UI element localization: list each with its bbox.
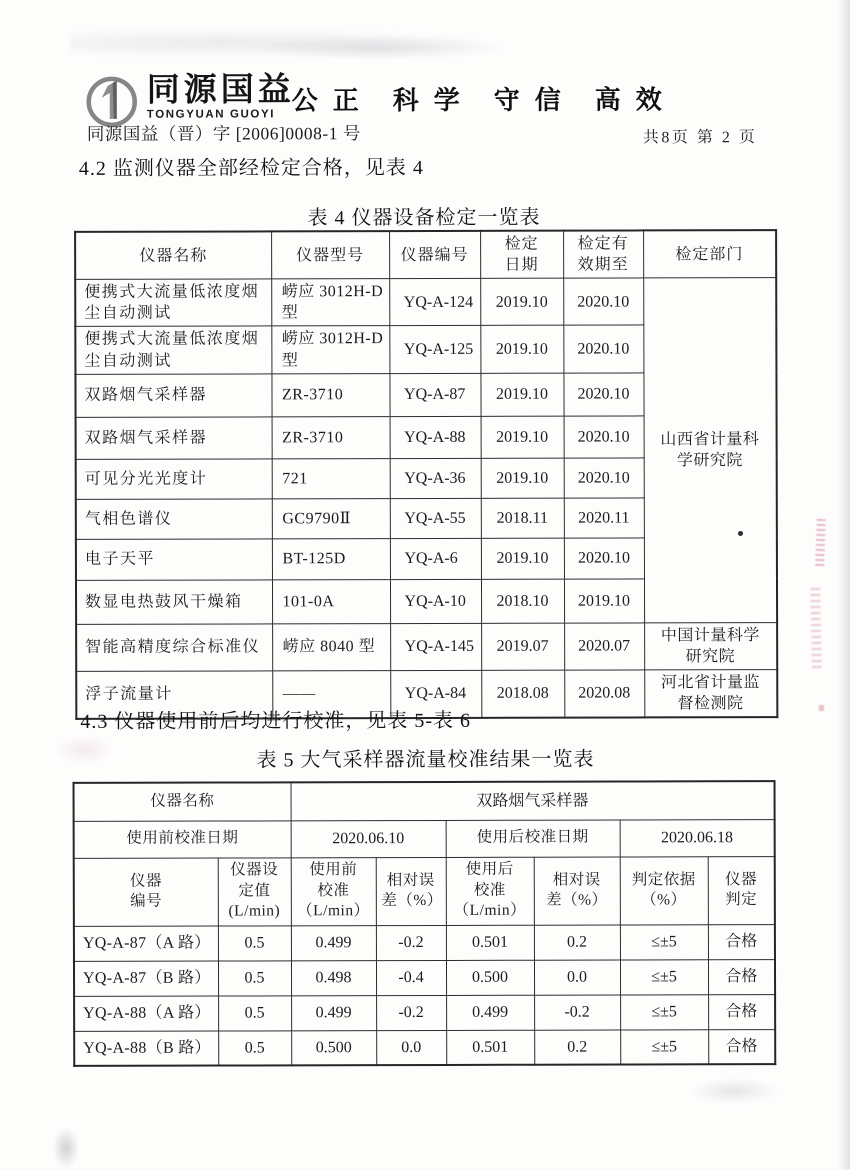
criterion-cell: ≤±5 (620, 994, 708, 1029)
post-error-cell: 0.2 (534, 1029, 620, 1064)
table-row (74, 1029, 775, 1066)
date-cell: 2019.10 (481, 416, 564, 458)
date-cell: 2019.10 (481, 538, 564, 579)
model-cell: —— (272, 670, 390, 718)
result-cell: 合格 (708, 1029, 775, 1064)
name-cell: 可见分光光度计 (76, 459, 272, 500)
table-row (75, 278, 776, 327)
criterion-cell: ≤±5 (620, 924, 708, 959)
dept-cell: 河北省计量监 督检测院 (644, 669, 777, 717)
table5-dates-row (74, 819, 775, 858)
model-cell: ZR-3710 (272, 416, 390, 458)
model-cell: 101-0A (272, 579, 390, 623)
pre-error-cell: 0.0 (376, 1030, 446, 1065)
post-cal-cell: 0.500 (446, 960, 534, 995)
pre-error-cell: -0.4 (376, 960, 446, 995)
model-cell: 崂应 3012H-D 型 (271, 326, 389, 374)
pre-cal-cell: 0.500 (291, 1030, 376, 1065)
serial-cell: YQ-A-125 (389, 326, 480, 373)
post-cal-cell: 0.499 (446, 995, 534, 1030)
serial-cell: YQ-A-10 (390, 579, 481, 623)
date-cell: 2019.10 (481, 458, 564, 498)
table-row (74, 959, 775, 996)
serial-cell: YQ-A-36 (390, 458, 481, 498)
col-header: 相对误 差（%） (534, 856, 620, 924)
serial-cell: YQ-A-88 (390, 416, 481, 458)
valid-cell: 2020.08 (564, 670, 644, 718)
valid-cell: 2020.10 (564, 458, 644, 498)
instrument-id-cell: YQ-A-87（A 路） (74, 926, 218, 961)
slogan-word: 高效 (594, 84, 677, 115)
table5-instrument-row (74, 781, 775, 821)
set-value-cell: 0.5 (218, 995, 291, 1030)
serial-cell: YQ-A-145 (390, 623, 481, 670)
table-row (74, 924, 775, 961)
table5-header-row (74, 856, 775, 926)
col-header: 判定依据 （%） (620, 856, 708, 924)
result-cell: 合格 (708, 994, 775, 1029)
valid-cell: 2020.10 (564, 538, 644, 579)
col-header: 检定部门 (643, 230, 776, 278)
col-header: 检定 日期 (480, 231, 563, 279)
col-header: 仪器型号 (271, 231, 389, 279)
serial-cell: YQ-A-6 (390, 538, 481, 579)
valid-cell: 2020.11 (564, 498, 644, 538)
instrument-name-value: 双路烟气采样器 (291, 781, 775, 820)
post-error-cell: 0.0 (534, 959, 620, 994)
pre-cal-cell: 0.499 (291, 925, 376, 960)
slogan-word: 科学 (392, 84, 475, 116)
result-cell: 合格 (708, 924, 775, 959)
serial-cell: YQ-A-87 (389, 373, 480, 416)
model-cell: BT-125D (272, 538, 390, 579)
name-cell: 便携式大流量低浓度烟 尘自动测试 (75, 326, 271, 374)
col-header: 相对误 差（%） (376, 857, 446, 925)
table-row (74, 994, 775, 1031)
col-header: 使用后 校准 （L/min） (446, 857, 534, 925)
model-cell: 崂应 8040 型 (272, 623, 390, 671)
criterion-cell: ≤±5 (620, 1029, 708, 1064)
serial-cell: YQ-A-124 (389, 279, 480, 326)
col-header: 仪器 判定 (708, 856, 775, 924)
date-cell: 2019.10 (480, 278, 563, 325)
date-cell: 2018.10 (481, 579, 564, 623)
name-cell: 气相色谱仪 (76, 499, 272, 540)
post-cal-cell: 0.501 (446, 1030, 534, 1065)
date-cell: 2019.10 (480, 326, 563, 373)
slogan-word: 守信 (493, 84, 576, 115)
section-heading-4-3: 4.3 仪器使用前后均进行校准，见表 5-表 6 (80, 709, 472, 733)
col-header: 检定有 效期至 (563, 230, 643, 278)
set-value-cell: 0.5 (218, 925, 291, 960)
pre-error-cell: -0.2 (376, 925, 446, 960)
valid-cell: 2020.10 (563, 278, 643, 325)
logo-latin-text: TONGYUAN GUOYI (146, 108, 276, 121)
instrument-name-label: 仪器名称 (74, 782, 291, 821)
model-cell: 721 (272, 458, 390, 498)
table5-title: 表 5 大气采样器流量校准结果一览表 (256, 748, 595, 772)
slogan-row (292, 79, 677, 117)
col-header: 使用前 校准 （L/min） (291, 857, 376, 925)
date-cell: 2019.07 (481, 623, 564, 670)
table4-instrument-verification-table (74, 229, 778, 720)
section-heading-4-2: 4.2 监测仪器全部经检定合格，见表 4 (78, 157, 424, 180)
name-cell: 智能高精度综合标准仪 (76, 624, 272, 672)
name-cell: 浮子流量计 (76, 671, 272, 719)
valid-cell: 2020.10 (563, 325, 643, 372)
pre-error-cell: -0.2 (376, 995, 446, 1030)
model-cell: 崂应 3012H-D 型 (271, 279, 389, 327)
name-cell: 电子天平 (76, 539, 272, 581)
logo-cjk-text: 同源国益 (146, 70, 295, 108)
instrument-id-cell: YQ-A-88（A 路） (74, 996, 218, 1031)
instrument-id-cell: YQ-A-88（B 路） (74, 1031, 218, 1066)
document-number: 同源国益（晋）字 [2006]0008-1 号 (86, 123, 361, 144)
dept-cell: 山西省计量科 学研究院 (643, 278, 777, 623)
name-cell: 便携式大流量低浓度烟 尘自动测试 (75, 279, 271, 327)
set-value-cell: 0.5 (218, 960, 291, 995)
serial-cell: YQ-A-55 (390, 498, 481, 538)
page-count: 共8页 第 2 页 (642, 129, 758, 147)
name-cell: 双路烟气采样器 (76, 417, 272, 460)
name-cell: 数显电热鼓风干燥箱 (76, 580, 272, 625)
name-cell: 双路烟气采样器 (75, 374, 271, 418)
valid-cell: 2020.07 (564, 623, 644, 670)
col-header: 仪器设 定值 (L/min) (218, 857, 291, 925)
date-cell: 2019.10 (480, 373, 563, 416)
post-error-cell: -0.2 (534, 994, 620, 1029)
model-cell: GC9790Ⅱ (272, 498, 390, 538)
table4-title: 表 4 仪器设备检定一览表 (307, 206, 541, 230)
model-cell: ZR-3710 (271, 373, 389, 416)
table-row (76, 622, 777, 671)
col-header: 仪器名称 (75, 231, 271, 279)
col-header: 仪器编号 (389, 231, 480, 279)
instrument-id-cell: YQ-A-87（B 路） (74, 961, 218, 996)
criterion-cell: ≤±5 (620, 959, 708, 994)
serial-cell: YQ-A-84 (390, 670, 481, 718)
result-cell: 合格 (708, 959, 775, 994)
valid-cell: 2020.10 (563, 373, 643, 416)
pre-cal-cell: 0.499 (291, 995, 376, 1030)
set-value-cell: 0.5 (218, 1030, 291, 1065)
post-error-cell: 0.2 (534, 924, 620, 959)
pre-calibration-date-label: 使用前校准日期 (74, 820, 291, 858)
dept-cell: 中国计量科学 研究院 (644, 622, 777, 670)
post-calibration-date: 2020.06.18 (620, 819, 775, 856)
valid-cell: 2020.10 (564, 416, 644, 458)
pre-cal-cell: 0.498 (291, 960, 376, 995)
table4-header-row (75, 230, 776, 280)
pre-calibration-date: 2020.06.10 (291, 820, 446, 857)
slogan-word: 公正 (291, 85, 374, 116)
col-header: 仪器 编号 (74, 858, 218, 926)
valid-cell: 2019.10 (564, 579, 644, 623)
post-cal-cell: 0.501 (446, 925, 534, 960)
post-calibration-date-label: 使用后校准日期 (446, 819, 620, 856)
table5-calibration-results-table (73, 780, 777, 1067)
date-cell: 2018.08 (481, 670, 564, 718)
date-cell: 2018.11 (481, 498, 564, 538)
